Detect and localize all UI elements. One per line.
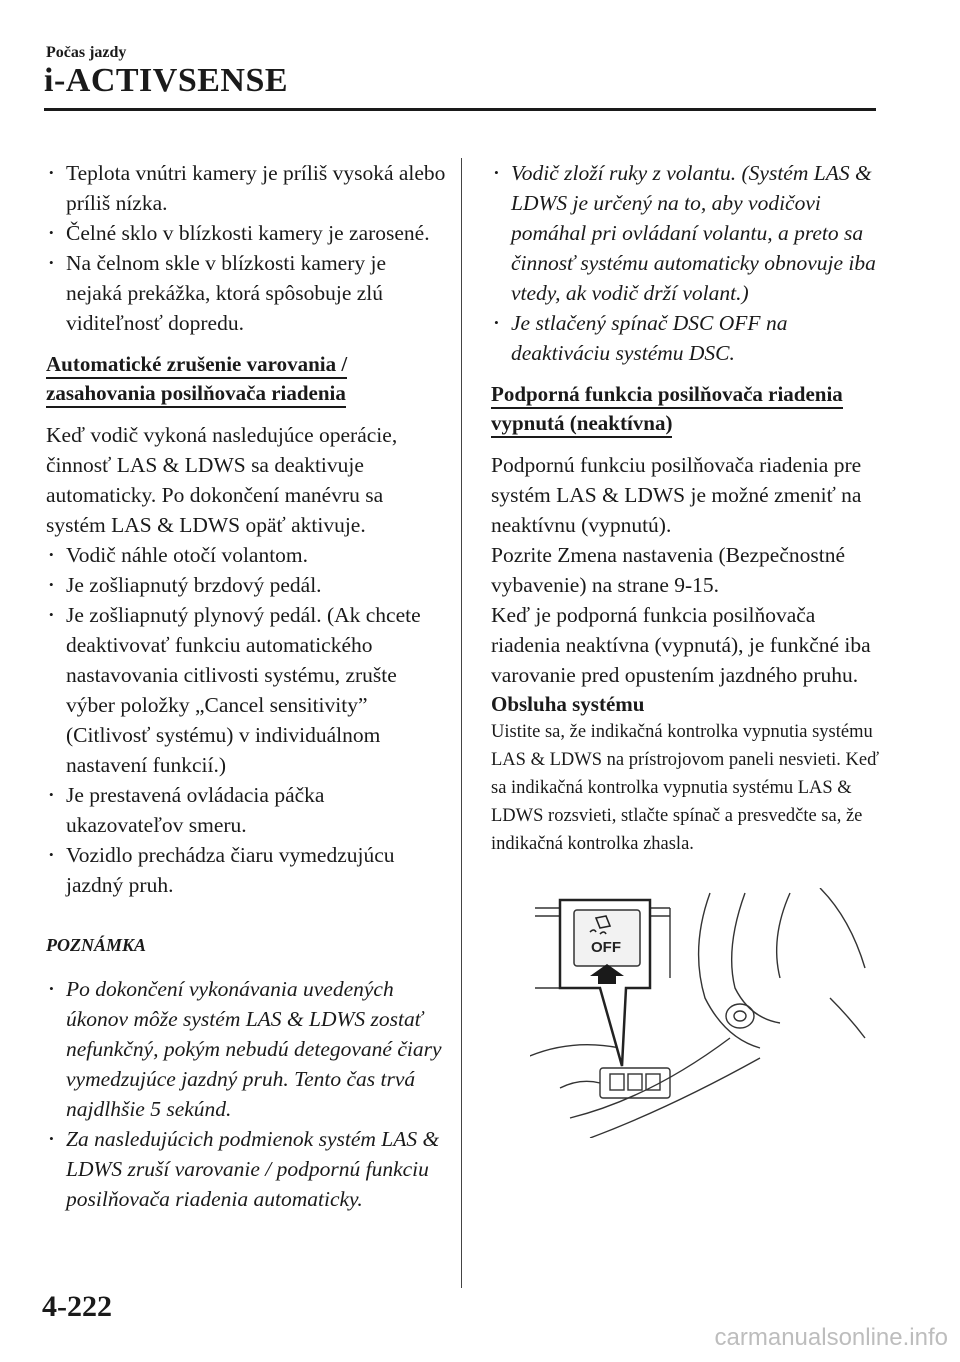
paragraph: Keď je podporná funkcia posilňovača riadenia neaktívna (vypnutá), je funkčné iba varovanie pred opustením jazdného pruhu. bbox=[491, 603, 871, 687]
subheading: Obsluha systému bbox=[491, 692, 645, 716]
section-title: Počas jazdy bbox=[46, 44, 127, 61]
dsc-off-switch-figure bbox=[530, 888, 870, 1138]
paragraph: Uistite sa, že indikačná kontrolka vypnutia systému LAS & LDWS na prístrojovom paneli nesvieti. Keď sa indikačná kontrolka vypnutia systému LAS & LDWS rozsvieti, stlačte spínač a presvedčte sa, že indikačná kontrolka zhasla. bbox=[491, 722, 880, 854]
list-item: • Je zošliapnutý plynový pedál. (Ak chcete deaktivovať funkciu automatického nastavovania citlivosti systému, zrušte výber položky „Cancel sensitivity” (Citlivosť systému) v individuálnom nastavení funkcií.) bbox=[46, 600, 446, 780]
operations-list bbox=[46, 540, 446, 900]
list-item: • Vozidlo prechádza čiaru vymedzujúcu jazdný pruh. bbox=[46, 840, 446, 900]
note-list-continued bbox=[491, 158, 886, 368]
column-divider bbox=[461, 158, 462, 1288]
paragraph: Keď vodič vykoná nasledujúce operácie, činnosť LAS & LDWS sa deaktivuje automaticky. Po dokončení manévru sa systém LAS & LDWS opäť aktivuje. bbox=[46, 423, 398, 537]
list-item: • Je zošliapnutý brzdový pedál. bbox=[46, 570, 446, 600]
list-item: • Čelné sklo v blízkosti kamery je zarosené. bbox=[46, 218, 446, 248]
list-item: • Je stlačený spínač DSC OFF na deaktiváciu systému DSC. bbox=[491, 308, 886, 368]
list-item: • Po dokončení vykonávania uvedených úkonov môže systém LAS & LDWS zostať nefunkčný, pokým nebudú detegované čiary vymedzujúce jazdný pruh. Tento čas trvá najdlhšie 5 sekúnd. bbox=[46, 974, 446, 1124]
paragraph: Pozrite Zmena nastavenia (Bezpečnostné vybavenie) na strane 9-15. bbox=[491, 543, 846, 597]
watermark: carmanualsonline.info bbox=[714, 1324, 948, 1351]
page-number: 4-222 bbox=[42, 1290, 112, 1323]
list-item: • Za nasledujúcich podmienok systém LAS & LDWS zruší varovanie / podpornú funkciu posilňovača riadenia automaticky. bbox=[46, 1124, 446, 1214]
section-heading: Podporná funkcia posilňovača riadenia vypnutá (neaktívna) bbox=[491, 380, 886, 438]
list-item: • Vodič zloží ruky z volantu. (Systém LAS & LDWS je určený na to, aby vodičovi pomáhal pri ovládaní volantu, a preto sa činnosť systému automaticky obnovuje iba vtedy, ak vodič drží volant.) bbox=[491, 158, 886, 308]
section-heading: Automatické zrušenie varovania / zasahovania posilňovača riadenia bbox=[46, 350, 446, 408]
conditions-list bbox=[46, 158, 446, 338]
off-label: OFF bbox=[591, 939, 621, 956]
header-rule bbox=[44, 108, 876, 111]
paragraph: Podpornú funkciu posilňovača riadenia pre systém LAS & LDWS je možné zmeniť na neaktívnu (vypnutú). bbox=[491, 453, 862, 537]
list-item: • Teplota vnútri kamery je príliš vysoká alebo príliš nízka. bbox=[46, 158, 446, 218]
list-item: • Vodič náhle otočí volantom. bbox=[46, 540, 446, 570]
chapter-title: i-ACTIVSENSE bbox=[44, 62, 289, 99]
list-item: • Na čelnom skle v blízkosti kamery je nejaká prekážka, ktorá spôsobuje zlú viditeľnosť dopredu. bbox=[46, 248, 446, 338]
note-list bbox=[46, 974, 446, 1214]
right-column bbox=[491, 158, 886, 858]
list-item: • Je prestavená ovládacia páčka ukazovateľov smeru. bbox=[46, 780, 446, 840]
note-title: POZNÁMKA bbox=[46, 935, 147, 955]
left-column bbox=[46, 158, 446, 1214]
dashboard-illustration bbox=[530, 888, 870, 1138]
